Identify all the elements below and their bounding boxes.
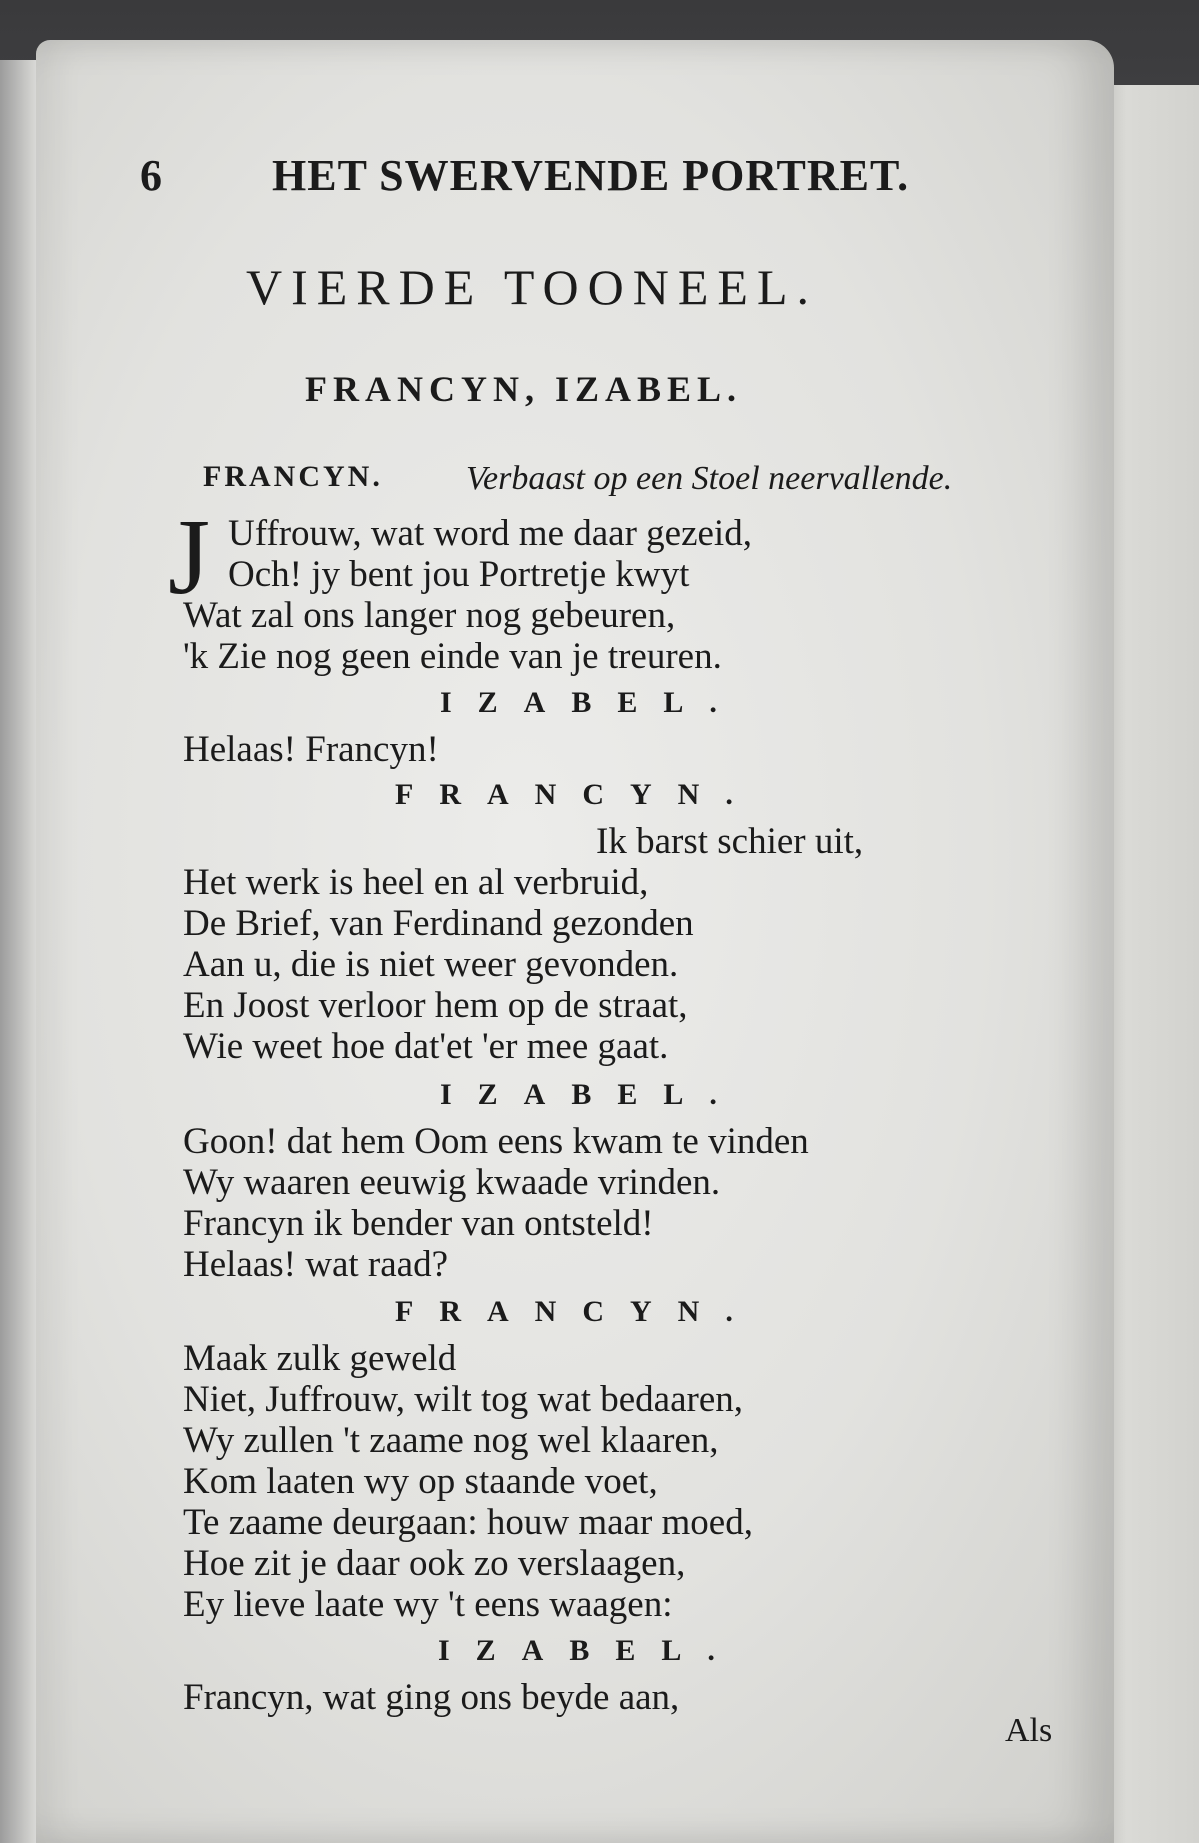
verse-line: Wat zal ons langer nog gebeuren,: [183, 595, 676, 636]
verse-line: Het werk is heel en al verbruid,: [183, 862, 649, 903]
drop-cap: J: [168, 498, 211, 617]
verse-line: Francyn, wat ging ons beyde aan,: [183, 1677, 680, 1718]
stage-direction: Verbaast op een Stoel neervallende.: [466, 460, 953, 497]
verse-line: Kom laaten wy op staande voet,: [183, 1461, 658, 1502]
verse-line: Te zaame deurgaan: houw maar moed,: [183, 1502, 753, 1543]
running-title: HET SWERVENDE PORTRET.: [272, 151, 910, 200]
verse-line: 'k Zie nog geen einde van je treuren.: [183, 636, 722, 677]
verse-line: Aan u, die is niet weer gevonden.: [183, 944, 679, 985]
scene-heading: VIERDE TOONEEL.: [246, 259, 818, 315]
verse-line: Francyn ik bender van ontsteld!: [183, 1203, 654, 1244]
speaker-name: FRANCYN.: [395, 1295, 759, 1328]
speaker-name: FRANCYN.: [395, 778, 759, 811]
verse-line: Och! jy bent jou Portretje kwyt: [228, 554, 690, 595]
verse-line: Wy waaren eeuwig kwaade vrinden.: [183, 1162, 721, 1203]
verse-line: Helaas! wat raad?: [183, 1244, 448, 1285]
verse-line: Helaas! Francyn!: [183, 729, 439, 770]
verse-line: Maak zulk geweld: [183, 1338, 457, 1379]
verse-line: De Brief, van Ferdinand gezonden: [183, 903, 694, 944]
catchword: Als: [1005, 1712, 1053, 1749]
speaker-name: IZABEL.: [440, 1078, 743, 1111]
verse-line: Wie weet hoe dat'et 'er mee gaat.: [183, 1026, 669, 1067]
verse-line: Uffrouw, wat word me daar gezeid,: [228, 513, 752, 554]
speaker-name: IZABEL.: [438, 1634, 741, 1667]
verse-line: En Joost verloor hem op de straat,: [183, 985, 688, 1026]
verse-line: Goon! dat hem Oom eens kwam te vinden: [183, 1121, 809, 1162]
verse-line: Hoe zit je daar ook zo verslaagen,: [183, 1543, 686, 1584]
verse-line: Ik barst schier uit,: [596, 821, 864, 862]
page-number: 6: [140, 151, 162, 200]
character-list: FRANCYN, IZABEL.: [305, 369, 743, 409]
speaker-name: IZABEL.: [440, 686, 743, 719]
verse-line: Wy zullen 't zaame nog wel klaaren,: [183, 1420, 719, 1461]
left-page-edge: [0, 60, 36, 1843]
verse-line: Ey lieve laate wy 't eens waagen:: [183, 1584, 673, 1625]
verse-line: Niet, Juffrouw, wilt tog wat bedaaren,: [183, 1379, 743, 1420]
speaker-name: FRANCYN.: [203, 460, 383, 493]
